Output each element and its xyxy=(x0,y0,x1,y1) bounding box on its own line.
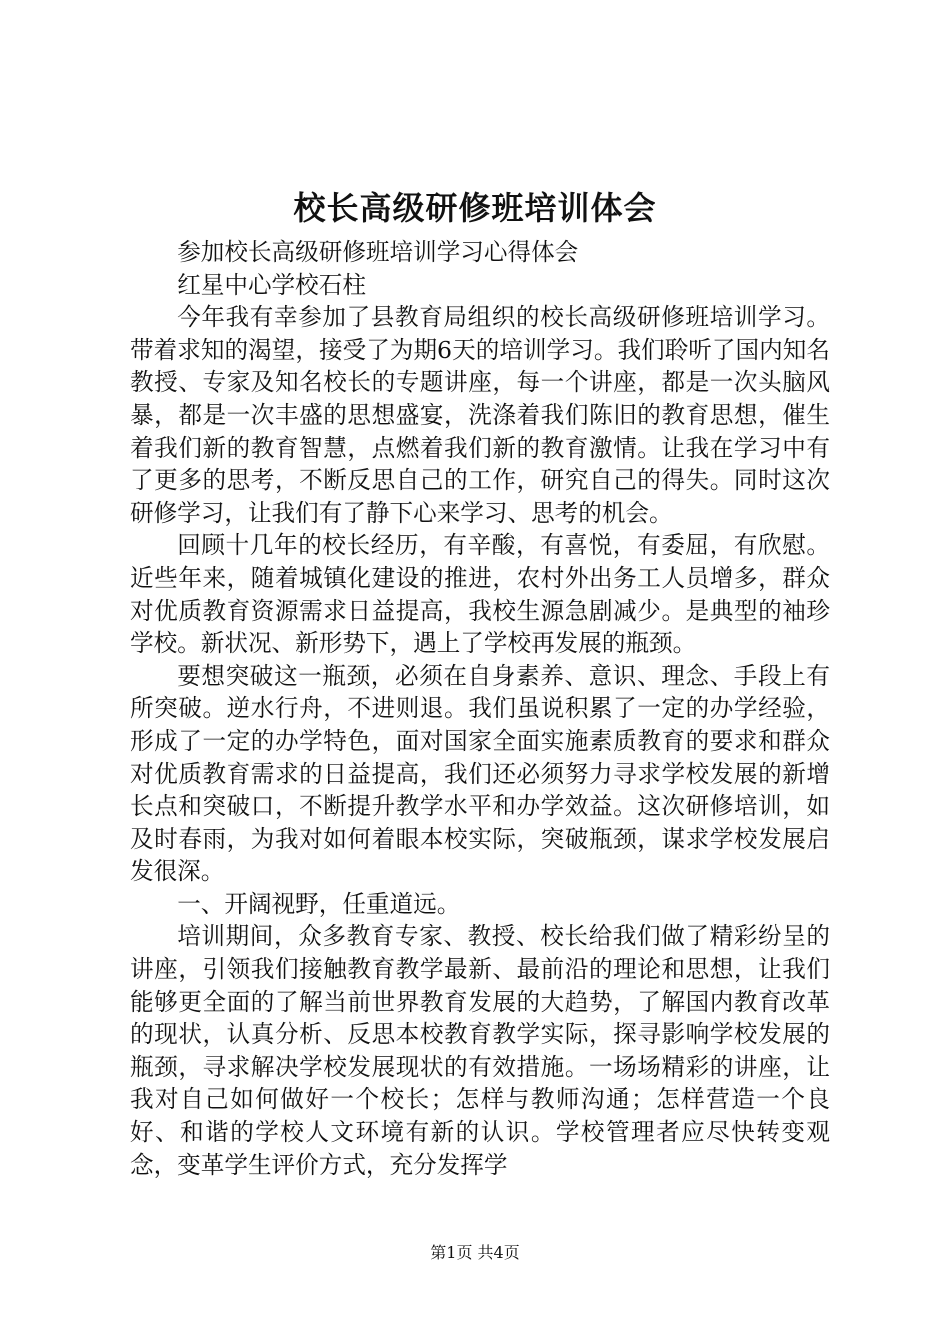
paragraph-1: 今年我有幸参加了县教育局组织的校长高级研修班培训学习。带着求知的渴望，接受了为期6天的培训学习。我们聆听了国内知名教授、专家及知名校长的专题讲座，每一个讲座，都是一次头脑风暴，都是一次丰盛的思想盛宴，洗涤着我们陈旧的教育思想，催生着我们新的教育智慧，点燃着我们新的教育激情。让我在学习中有了更多的思考，不断反思自己的工作，研究自己的得失。同时这次研修学习，让我们有了静下心来学习、思考的机会。 xyxy=(130,303,830,527)
document-title: 校长高级研修班培训体会 xyxy=(293,189,657,227)
document-body xyxy=(130,236,830,1181)
paragraph-4: 培训期间，众多教育专家、教授、校长给我们做了精彩纷呈的讲座，引领我们接触教育教学最新、最前沿的理论和思想，让我们能够更全面的了解当前世界教育发展的大趋势，了解国内教育改革的现状，认真分析、反思本校教育教学实际，探寻影响学校发展的瓶颈，寻求解决学校发展现状的有效措施。一场场精彩的讲座，让我对自己如何做好一个校长；怎样与教师沟通；怎样营造一个良好、和谐的学校人文环境有新的认识。学校管理者应尽快转变观念，变革学生评价方式，充分发挥学 xyxy=(130,922,830,1179)
page-indicator: 第1页 共4页 xyxy=(430,1243,520,1262)
section-heading-1: 一、开阔视野，任重道远。 xyxy=(177,889,461,918)
paragraph-2: 回顾十几年的校长经历，有辛酸，有喜悦，有委屈，有欣慰。近些年来，随着城镇化建设的推进，农村外出务工人员增多，群众对优质教育资源需求日益提高，我校生源急剧减少。是典型的袖珍学校。新状况、新形势下，遇上了学校再发展的瓶颈。 xyxy=(130,531,830,658)
document-subtitle: 参加校长高级研修班培训学习心得体会 xyxy=(177,238,579,266)
paragraph-3: 要想突破这一瓶颈，必须在自身素养、意识、理念、手段上有所突破。逆水行舟，不进则退。我们虽说积累了一定的办学经验，形成了一定的办学特色，面对国家全面实施素质教育的要求和群众对优质教育需求的日益提高，我们还必须努力寻求学校发展的新增长点和突破口，不断提升教学水平和办学效益。这次研修培训，如及时春雨，为我对如何着眼本校实际，突破瓶颈，谋求学校发展启发很深。 xyxy=(130,661,830,886)
document-author: 红星中心学校石柱 xyxy=(177,270,366,299)
